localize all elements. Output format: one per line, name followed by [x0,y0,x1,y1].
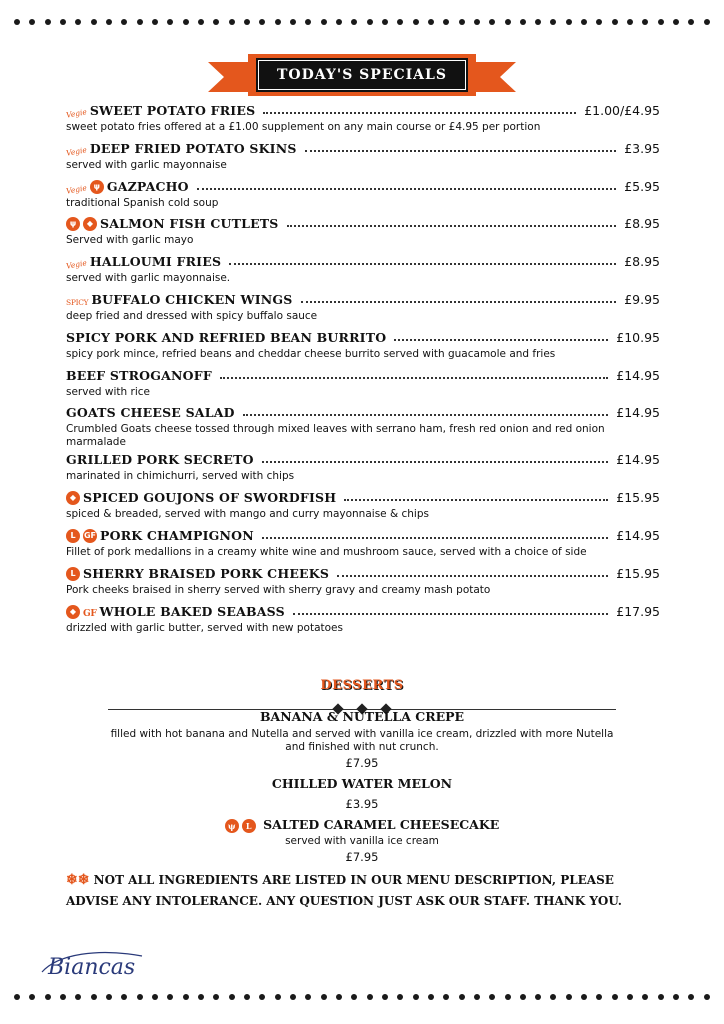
biancas-logo [38,942,148,982]
special-item [66,487,660,525]
border-dot [106,994,112,1000]
todays-specials-banner [208,54,516,104]
dot-leader [287,224,617,227]
svg-text:Biancas: Biancas [48,955,136,980]
dessert-description: filled with hot banana and Nutella and served with vanilla ice cream, drizzled with more Nutella and finished with nut crunch. [110,728,614,753]
item-name: GAZPACHO [106,178,189,194]
dessert-item [80,817,644,864]
item-name: BEEF STROGANOFF [66,367,212,383]
border-dot [505,994,511,1000]
border-dot [229,994,235,1000]
special-item [66,251,660,289]
item-price: £14.95 [616,527,660,543]
item-description: spicy pork mince, refried beans and cheddar cheese burrito served with guacamole and fries [66,347,556,360]
border-dot [413,19,419,25]
border-dot [612,994,618,1000]
dot-leader [263,111,576,114]
border-dot [673,19,679,25]
dessert-price: £7.95 [345,756,379,770]
item-price: £1.00/£4.95 [584,103,660,118]
dot-leader [229,262,616,265]
dot-leader [197,187,616,190]
border-dot [474,19,480,25]
vegie-icon: Vegie [65,182,88,196]
border-dot [428,994,434,1000]
item-name: SHERRY BRAISED PORK CHEEKS [83,565,330,581]
border-dot [167,994,173,1000]
wheat-icon: ψ [66,217,80,231]
wheat-icon: ψ [90,180,104,194]
item-description: drizzled with garlic butter, served with new potatoes [66,621,343,634]
dot-leader [305,149,617,152]
border-dot [704,19,710,25]
item-price: £15.95 [616,565,660,581]
border-dot [658,994,664,1000]
border-dot [474,994,480,1000]
border-dot [167,19,173,25]
border-dot [443,19,449,25]
border-dot [29,994,35,1000]
item-description: sweet potato fries offered at a £1.00 supplement on any main course or £4.95 per portion [66,121,541,133]
item-description: Fillet of pork medallions in a creamy white wine and mushroom sauce, served with a choice of side [66,545,587,558]
border-dot [60,19,66,25]
border-dot [137,19,143,25]
item-description: deep fried and dressed with spicy buffalo sauce [66,309,318,322]
item-name: SPICED GOUJONS OF SWORDFISH [83,490,337,506]
fish-icon: ◆ [83,217,97,231]
item-price: £8.95 [624,216,660,232]
desserts-heading: DESSERTS [320,678,404,693]
dessert-name: SALTED CARAMEL CHEESECAKE [263,817,500,832]
border-dot [213,19,219,25]
border-dot [290,19,296,25]
dessert-item [80,776,644,811]
border-dot [505,19,511,25]
special-item [66,601,660,639]
dot-leader [262,536,608,539]
item-price: £14.95 [616,405,660,421]
border-dot [704,994,710,1000]
special-item [66,327,660,365]
item-description: Pork cheeks braised in sherry served with sherry gravy and creamy mash potato [66,583,491,596]
bottom-dot-border [14,994,710,1002]
border-dot [60,994,66,1000]
item-description: served with rice [66,385,151,398]
border-dot [658,19,664,25]
border-dot [581,994,587,1000]
item-description: spiced & breaded, served with mango and curry mayonnaise & chips [66,508,429,521]
border-dot [29,19,35,25]
item-description: Crumbled Goats cheese tossed through mixed leaves with serrano ham, fresh red onion and red onion marmalade [66,423,605,449]
border-dot [489,994,495,1000]
special-item [66,138,660,176]
item-name: HALLOUMI FRIES [89,254,222,270]
border-dot [566,994,572,1000]
special-item [66,100,660,138]
border-dot [351,994,357,1000]
dessert-name: BANANA & NUTELLA CREPE [259,709,465,724]
border-dot [183,994,189,1000]
border-dot [550,994,556,1000]
border-dot [198,994,204,1000]
specials-list [66,100,660,638]
border-dot [397,994,403,1000]
border-dot [14,994,20,1000]
notice-text: NOT ALL INGREDIENTS ARE LISTED IN OUR MENU DESCRIPTION, PLEASE ADVISE ANY INTOLERANCE. ANY QUESTION JUST ASK OUR STAFF. THANK YOU. [66,873,622,908]
border-dot [688,994,694,1000]
special-item [66,525,660,563]
border-dot [198,19,204,25]
border-dot [152,19,158,25]
border-dot [229,19,235,25]
border-dot [305,19,311,25]
item-description: served with garlic mayonnaise [66,158,227,171]
border-dot [75,994,81,1000]
dessert-price: £7.95 [345,849,379,864]
border-dot [45,19,51,25]
lactose-icon: L [66,529,80,543]
spicy-icon: SPICY [66,297,89,307]
item-description: Served with garlic mayo [66,234,194,247]
border-dot [121,994,127,1000]
border-dot [244,994,250,1000]
item-price: £10.95 [616,329,660,345]
border-dot [244,19,250,25]
vegie-icon: Vegie [65,145,88,158]
border-dot [121,19,127,25]
asterisk-icon: ❄❄ [66,872,90,888]
border-dot [642,994,648,1000]
lactose-icon: L [66,567,80,581]
fish-icon: ◆ [66,491,80,505]
border-dot [382,994,388,1000]
border-dot [213,994,219,1000]
border-dot [397,19,403,25]
dessert-name: CHILLED WATER MELON [271,776,453,791]
border-dot [321,19,327,25]
special-item [66,402,660,449]
border-dot [489,19,495,25]
border-dot [428,19,434,25]
border-dot [183,19,189,25]
border-dot [550,19,556,25]
border-dot [259,19,265,25]
border-dot [259,994,265,1000]
item-name: SWEET POTATO FRIES [89,103,256,118]
special-item [66,289,660,327]
border-dot [351,19,357,25]
border-dot [91,19,97,25]
item-description: traditional Spanish cold soup [66,196,219,209]
item-name: SALMON FISH CUTLETS [100,216,279,232]
item-name: PORK CHAMPIGNON [100,527,254,543]
item-price: £9.95 [624,291,660,307]
item-name: GOATS CHEESE SALAD [66,405,235,421]
vegie-icon: Vegie [65,107,88,120]
border-dot [566,19,572,25]
border-dot [45,994,51,1000]
item-price: £14.95 [616,452,660,468]
dot-leader [293,612,608,615]
border-dot [75,19,81,25]
dot-leader [301,300,617,303]
special-item [66,176,660,214]
item-description: marinated in chimichurri, served with chips [66,470,295,483]
border-dot [413,994,419,1000]
border-dot [443,994,449,1000]
border-dot [367,19,373,25]
item-price: £5.95 [624,178,660,194]
border-dot [382,19,388,25]
dessert-price: £3.95 [345,797,379,811]
item-price: £3.95 [624,140,660,156]
border-dot [688,19,694,25]
item-name: WHOLE BAKED SEABASS [99,603,285,619]
special-item [66,365,660,403]
banner-title: TODAY'S SPECIALS [258,60,466,90]
dot-leader [220,376,608,379]
gluten-free-icon: GF [83,529,97,543]
wheat-icon: ψ [225,819,239,833]
border-dot [106,19,112,25]
border-dot [336,19,342,25]
border-dot [535,19,541,25]
special-item [66,449,660,487]
item-price: £8.95 [624,254,660,270]
border-dot [275,994,281,1000]
border-dot [627,19,633,25]
border-dot [321,994,327,1000]
border-dot [520,19,526,25]
border-dot [91,994,97,1000]
border-dot [336,994,342,1000]
vegie-icon: Vegie [65,258,88,271]
border-dot [14,19,20,25]
dot-leader [243,413,609,416]
dot-leader [344,498,608,501]
border-dot [290,994,296,1000]
lactose-icon: L [242,819,256,833]
item-name: SPICY PORK AND REFRIED BEAN BURRITO [66,329,387,345]
allergen-notice [66,870,626,912]
item-price: £15.95 [616,490,660,506]
border-dot [367,994,373,1000]
dot-leader [394,338,608,341]
border-dot [612,19,618,25]
border-dot [535,994,541,1000]
top-dot-border [14,19,710,27]
fish-icon: ◆ [66,605,80,619]
border-dot [596,994,602,1000]
item-price: £14.95 [616,367,660,383]
item-name: BUFFALO CHICKEN WINGS [91,291,293,307]
border-dot [459,994,465,1000]
border-dot [673,994,679,1000]
border-dot [275,19,281,25]
border-dot [520,994,526,1000]
item-name: DEEP FRIED POTATO SKINS [89,140,297,156]
border-dot [152,994,158,1000]
border-dot [581,19,587,25]
dessert-item [80,709,644,770]
item-name: GRILLED PORK SECRETO [66,452,254,468]
dessert-description: served with vanilla ice cream [285,834,439,847]
border-dot [305,994,311,1000]
item-description: served with garlic mayonnaise. [66,272,231,285]
border-dot [459,19,465,25]
border-dot [137,994,143,1000]
border-dot [627,994,633,1000]
special-item [66,563,660,601]
border-dot [642,19,648,25]
special-item [66,213,660,251]
gluten-free-icon: GF [83,608,97,619]
dot-leader [337,574,608,577]
border-dot [596,19,602,25]
item-price: £17.95 [616,603,660,619]
dot-leader [262,460,609,463]
